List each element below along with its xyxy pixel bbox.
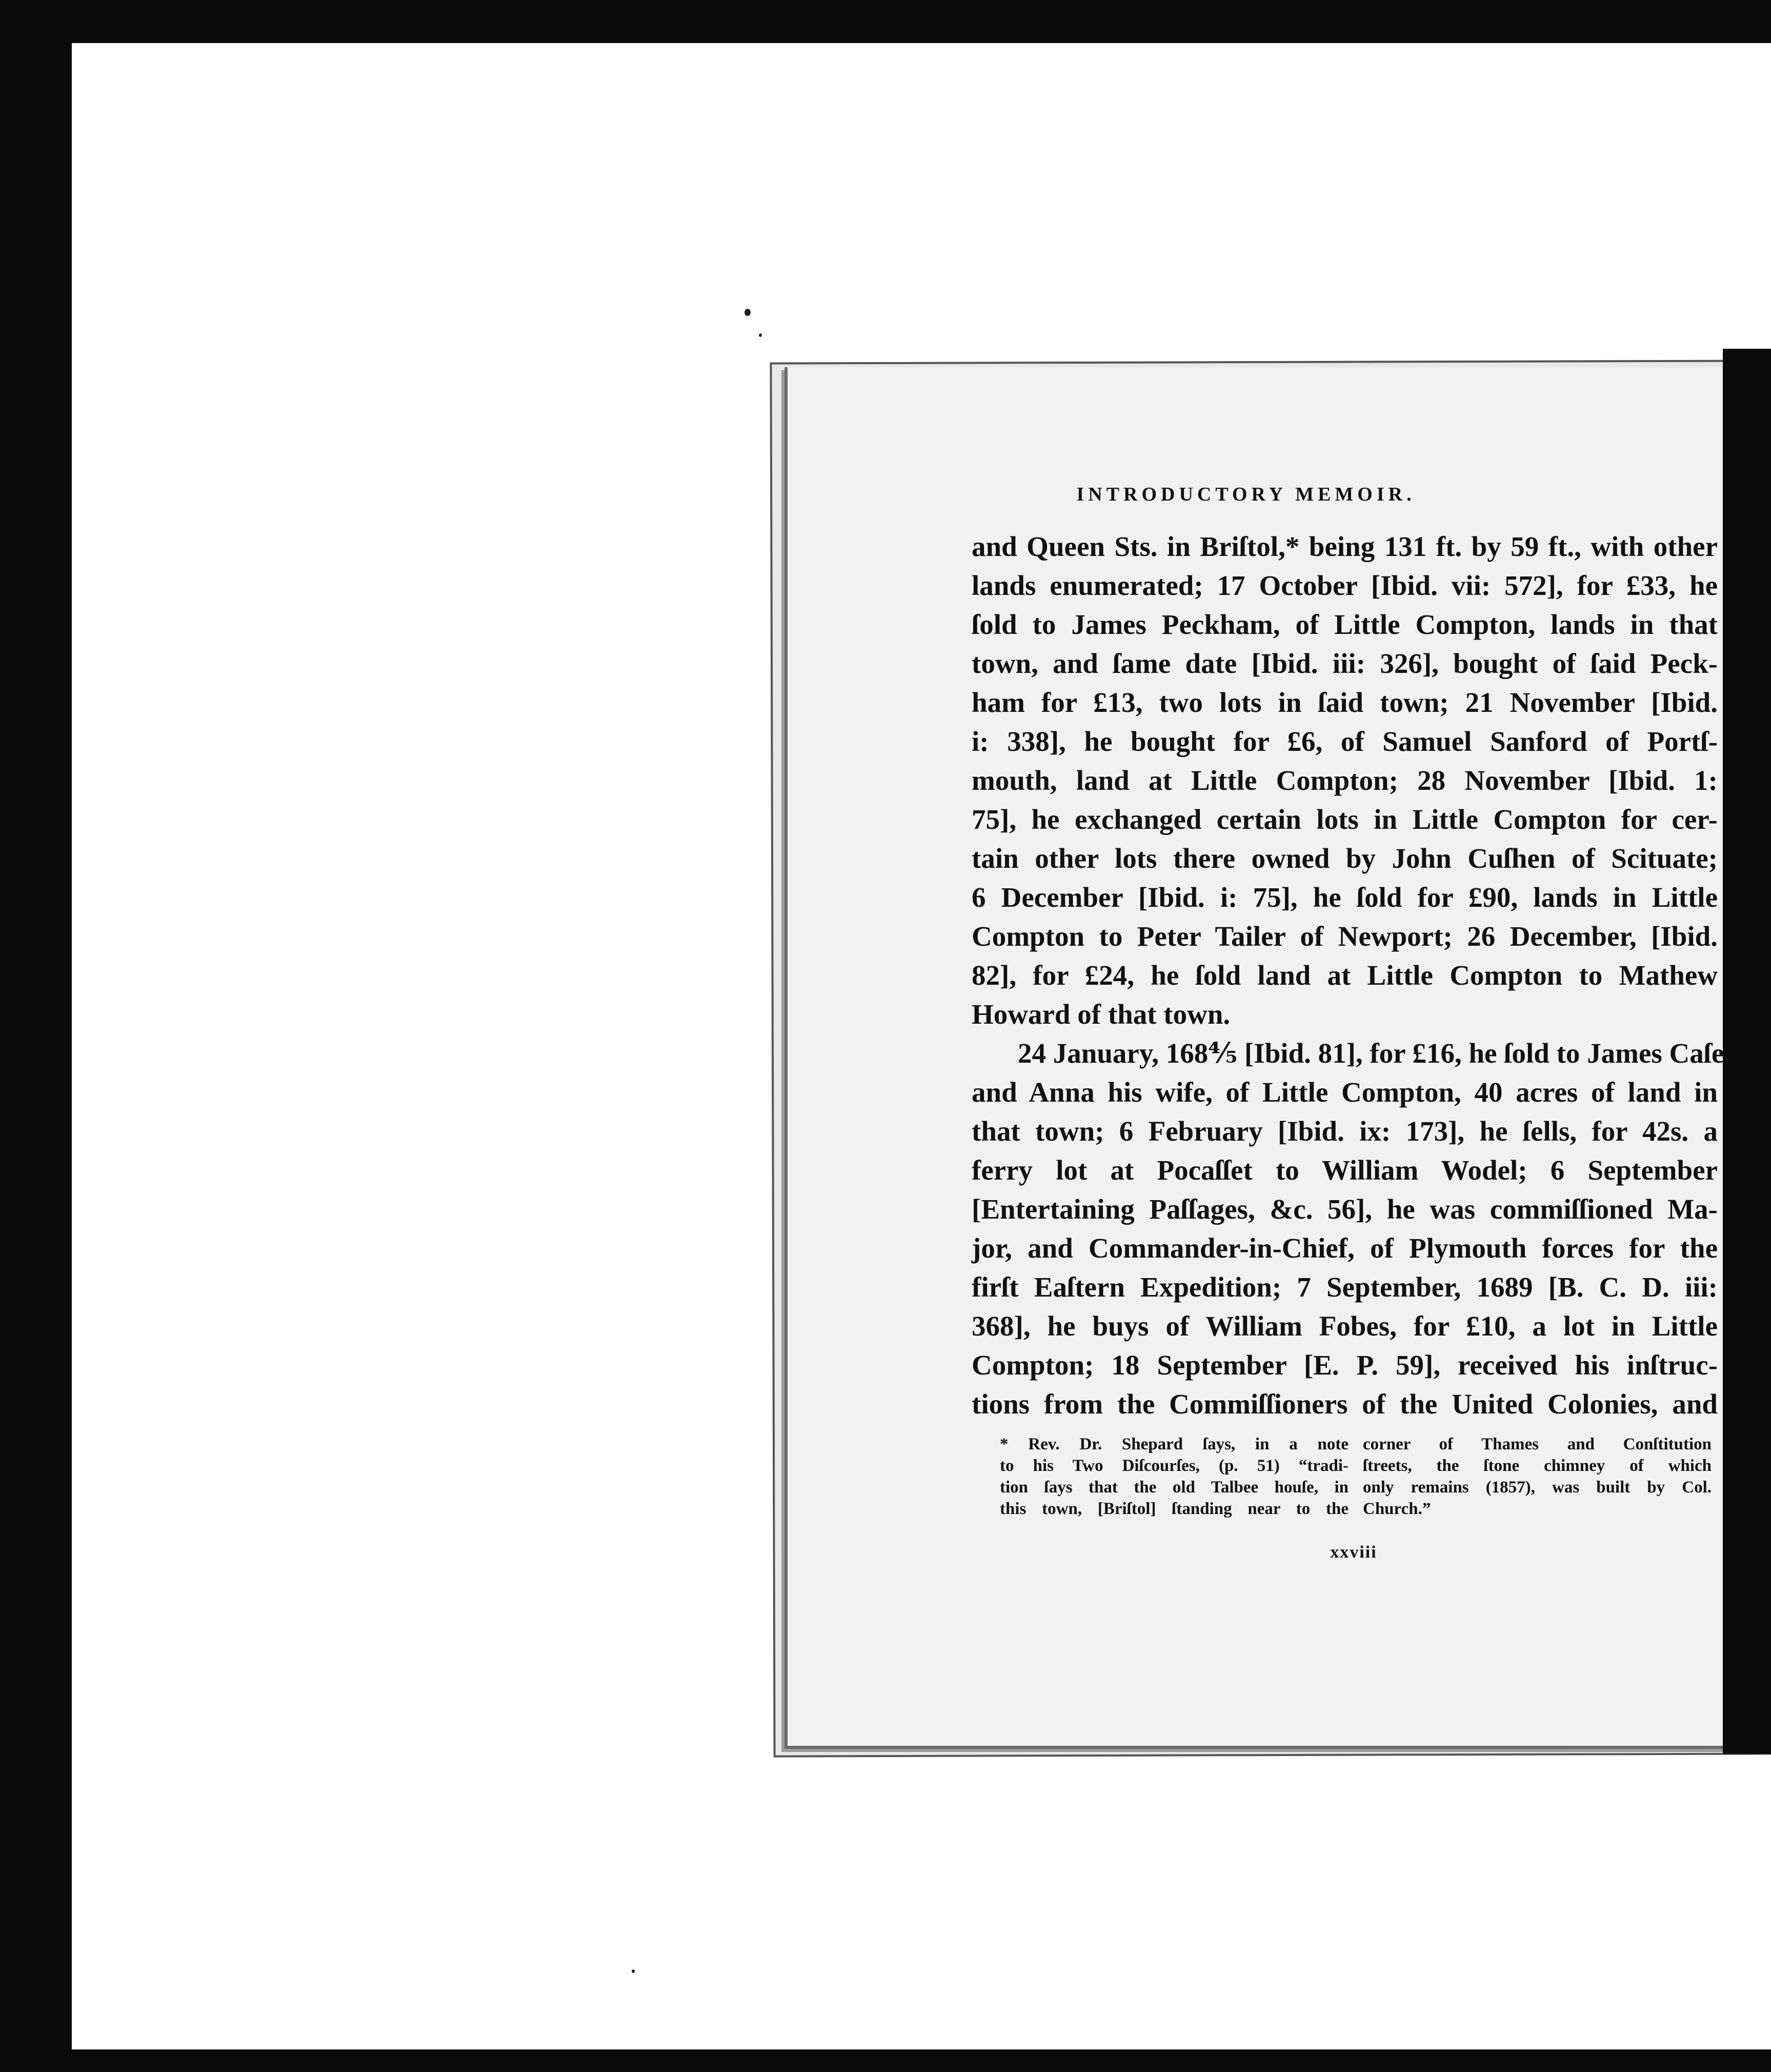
footnotes xyxy=(1000,1433,1718,1536)
film-border-inner xyxy=(30,43,72,2049)
body-line: town, and ſame date [Ibid. iii: 326], bought of ſaid Peck- xyxy=(972,648,1718,679)
footnote-line: * Rev. Dr. Shepard ſays, in a note xyxy=(1000,1435,1349,1453)
body-line: tions from the Commiſſioners of the United Colonies, and xyxy=(972,1388,1718,1420)
body-line: 6 December [Ibid. i: 75], he ſold for £90, lands in Little xyxy=(972,882,1718,913)
body-line: lands enumerated; 17 October [Ibid. vii: 572], for £33, he xyxy=(972,570,1718,601)
dust-speck xyxy=(759,333,762,337)
footnote-line: only remains (1857), was built by Col. xyxy=(1363,1478,1712,1497)
body-line: that town; 6 February [Ibid. ix: 173], he ſells, for 42s. a xyxy=(972,1115,1718,1147)
body-line: 368], he buys of William Fobes, for £10, a lot in Little xyxy=(972,1310,1718,1342)
body-line: i: 338], he bought for £6, of Samuel Sanford of Portſ- xyxy=(972,726,1718,757)
body-line: 82], for £24, he ſold land at Little Compton to Mathew xyxy=(972,960,1718,991)
body-line: Howard of that town. xyxy=(972,999,1231,1030)
footnote-line: tion ſays that the old Talbee houſe, in xyxy=(1000,1478,1349,1497)
film-border-left xyxy=(0,0,30,2072)
body-line: and Queen Sts. in Briſtol,* being 131 ft. by 59 ft., with other xyxy=(972,531,1718,562)
body-line: tain other lots there owned by John Cuſhen of Scituate; xyxy=(972,843,1718,874)
body-line: [Entertaining Paſſages, &c. 56], he was commiſſioned Ma- xyxy=(972,1193,1718,1225)
body-line: firſt Eaſtern Expedition; 7 September, 1689 [B. C. D. iii: xyxy=(972,1271,1718,1303)
body-line: 24 January, 168⅘ [Ibid. 81], for £16, he ſold to James Caſe xyxy=(1018,1038,1724,1069)
body-line: and Anna his wife, of Little Compton, 40 acres of land in xyxy=(972,1077,1718,1108)
dust-speck xyxy=(15,1977,24,1986)
footnote-line: Church.” xyxy=(1363,1500,1431,1518)
footnote-line: to his Two Diſcourſes, (p. 51) “tradi- xyxy=(1000,1457,1349,1475)
body-line: Compton; 18 September [E. P. 59], received his inſtruc- xyxy=(972,1349,1718,1381)
footnote-line: corner of Thames and Conſtitution xyxy=(1363,1435,1712,1453)
dust-speck xyxy=(632,1969,635,1973)
body-line: ham for £13, two lots in ſaid town; 21 November [Ibid. xyxy=(972,687,1718,718)
body-text xyxy=(972,527,1724,1424)
footnote-column-right xyxy=(1363,1433,1712,1520)
body-line: jor, and Commander-in-Chief, of Plymouth forces for the xyxy=(972,1232,1718,1264)
film-border-top xyxy=(30,0,1771,43)
film-border-right xyxy=(1723,349,1771,1754)
footnote-line: this town, [Briſtol] ſtanding near to the xyxy=(1000,1500,1349,1518)
body-line: Compton to Peter Tailer of Newport; 26 December, [Ibid. xyxy=(972,921,1718,952)
body-line: ſold to James Peckham, of Little Compton, lands in that xyxy=(972,609,1718,640)
body-line: ferry lot at Pocaſſet to William Wodel; 6 September xyxy=(972,1154,1718,1186)
body-line: 75], he exchanged certain lots in Little Compton for cer- xyxy=(972,804,1718,835)
page-number: xxviii xyxy=(1330,1543,1377,1562)
body-line: mouth, land at Little Compton; 28 November [Ibid. 1: xyxy=(972,765,1718,796)
dust-speck xyxy=(744,309,751,316)
film-border-bottom xyxy=(0,2049,1771,2072)
footnote-column-left xyxy=(1000,1433,1349,1520)
running-head: INTRODUCTORY MEMOIR. xyxy=(1076,484,1416,505)
footnote-line: ſtreets, the ſtone chimney of which xyxy=(1363,1457,1712,1475)
